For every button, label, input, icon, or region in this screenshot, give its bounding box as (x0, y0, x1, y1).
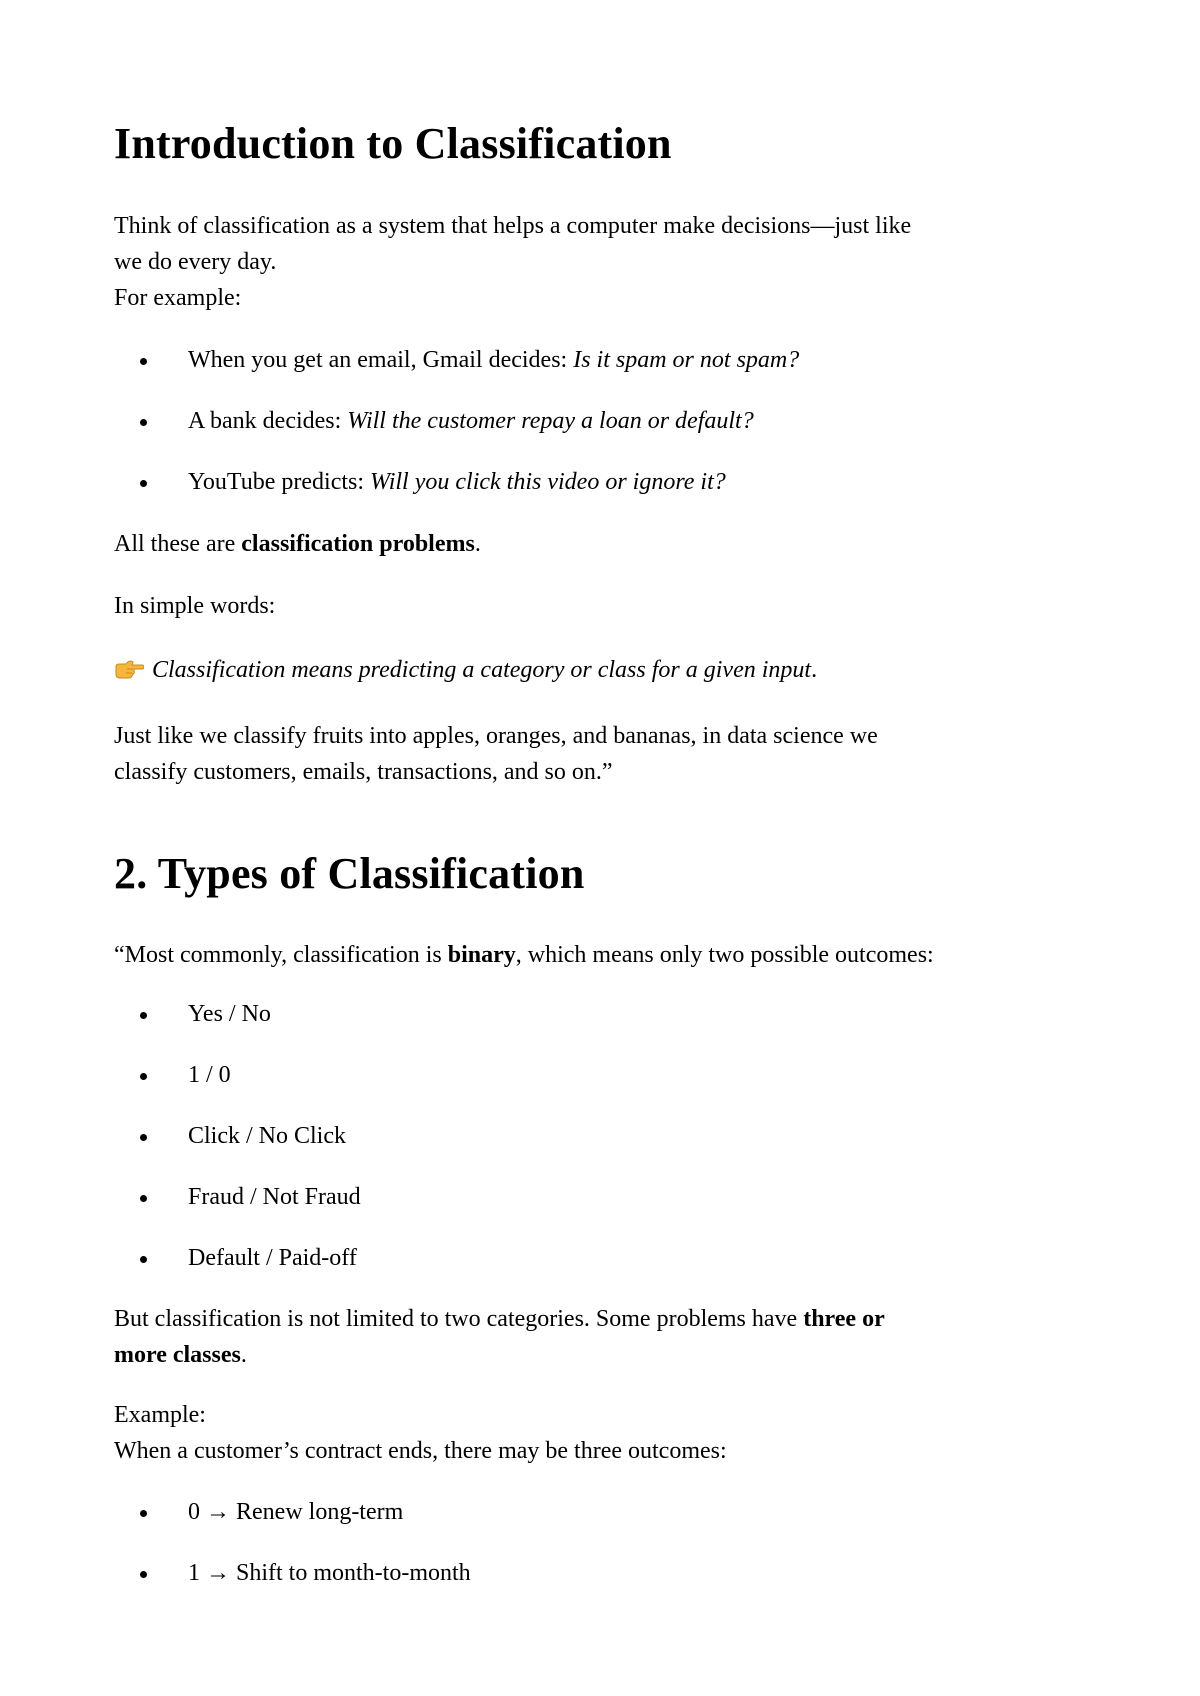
bullet-icon (140, 1195, 147, 1202)
intro-line-2: we do every day. (114, 249, 277, 275)
backhand-index-pointing-right-icon (114, 658, 144, 680)
analogy-paragraph: Just like we classify fruits into apples, oranges, and bananas, in data science we classify customers, emails, transactions, and so on.” (114, 723, 878, 785)
contract-outcomes-list (114, 1494, 1094, 1616)
simple-words-label: In simple words: (114, 593, 276, 619)
bullet-icon (140, 1571, 147, 1578)
example-list (114, 342, 1094, 525)
list-item: Yes / No (114, 996, 1094, 1032)
summary-paragraph: All these are classification problems. (114, 531, 481, 557)
list-item: Click / No Click (114, 1118, 1094, 1154)
list-item: 0 → Renew long-term (114, 1494, 1094, 1530)
definition-paragraph: Classification means predicting a category or class for a given input. (114, 652, 1094, 688)
bullet-icon (140, 1012, 147, 1019)
bullet-icon (140, 1256, 147, 1263)
intro-line-3: For example: (114, 285, 242, 311)
intro-paragraph (114, 208, 1094, 316)
bullet-icon (140, 419, 147, 426)
bullet-icon (140, 1073, 147, 1080)
bullet-icon (140, 480, 147, 487)
intro-line-1: Think of classification as a system that helps a computer make decisions—just like (114, 213, 912, 239)
list-item: When you get an email, Gmail decides: Is it spam or not spam? (114, 342, 1094, 378)
list-item: 1 / 0 (114, 1057, 1094, 1093)
list-item: Fraud / Not Fraud (114, 1179, 1094, 1215)
bullet-icon (140, 1510, 147, 1517)
list-item: YouTube predicts: Will you click this video or ignore it? (114, 464, 1094, 500)
section-title: Introduction to Classification (114, 119, 672, 168)
example-paragraph: Example: When a customer’s contract ends, there may be three outcomes: (114, 1402, 727, 1464)
bullet-icon (140, 358, 147, 365)
list-item: A bank decides: Will the customer repay a loan or default? (114, 403, 1094, 439)
list-item: Default / Paid-off (114, 1240, 1094, 1276)
section-title: 2. Types of Classification (114, 849, 585, 898)
bullet-icon (140, 1134, 147, 1141)
binary-outcomes-list (114, 996, 1094, 1301)
binary-paragraph: “Most commonly, classification is binary, which means only two possible outcomes: (114, 942, 934, 968)
list-item: 1 → Shift to month-to-month (114, 1555, 1094, 1591)
multi-class-paragraph: But classification is not limited to two categories. Some problems have three or more classes. (114, 1306, 885, 1368)
